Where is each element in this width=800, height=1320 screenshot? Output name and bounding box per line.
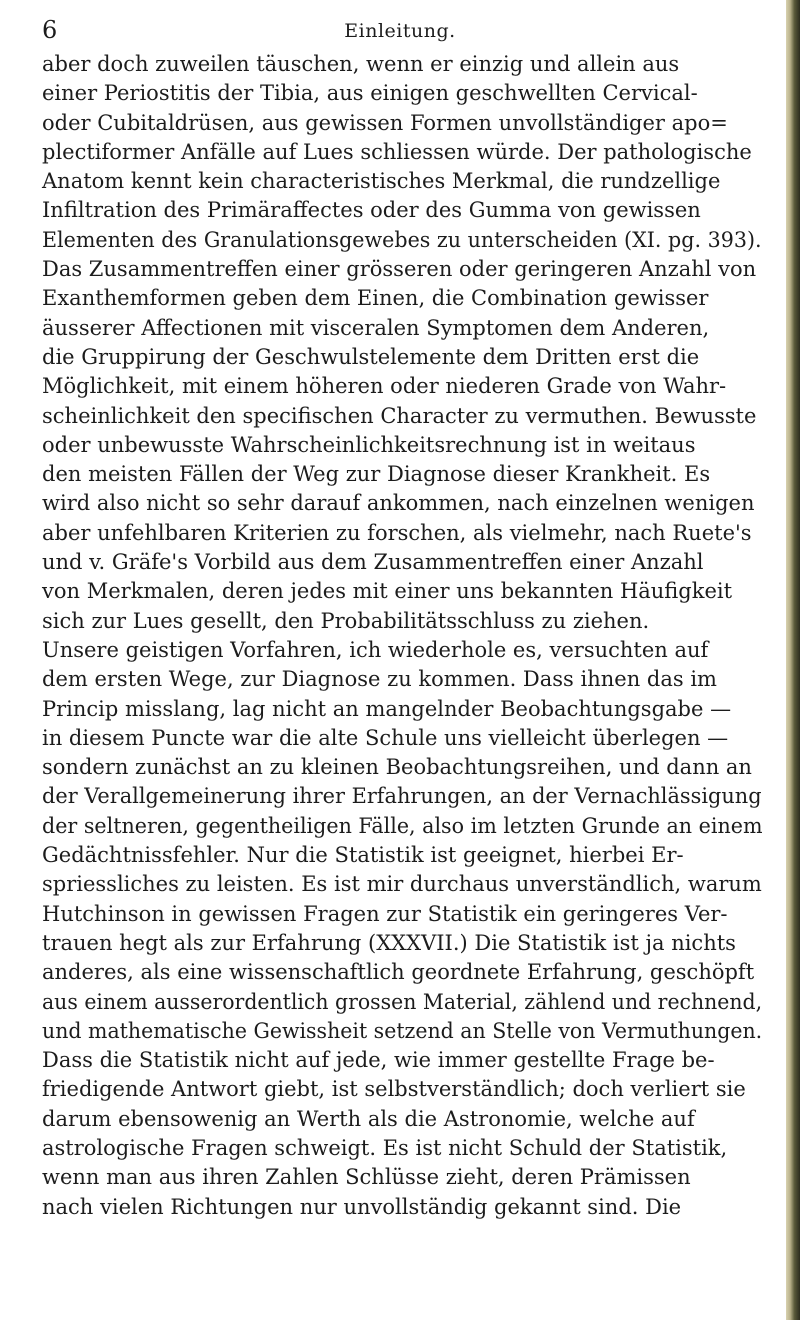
text-line: Hutchinson in gewissen Fragen zur Statistik ein geringeres Ver- [42, 901, 728, 926]
text-line: anderes, als eine wissenschaftlich geordnete Erfahrung, geschöpft [42, 960, 755, 985]
text-line: Unsere geistigen Vorfahren, ich wiederhole es, versuchten auf [42, 637, 709, 662]
text-line: Dass die Statistik nicht auf jede, wie immer gestellte Frage be- [42, 1048, 715, 1073]
text-line: Infiltration des Primäraffectes oder des Gumma von gewissen [42, 198, 701, 223]
page-edge [786, 0, 800, 1320]
text-line: astrologische Fragen schweigt. Es ist nicht Schuld der Statistik, [42, 1135, 728, 1160]
text-line: Gedächtnissfehler. Nur die Statistik ist geeignet, hierbei Er- [42, 843, 684, 868]
text-line: nach vielen Richtungen nur unvollständig gekannt sind. Die [42, 1194, 682, 1219]
text-line: trauen hegt als zur Erfahrung (XXXVII.) Die Statistik ist ja nichts [42, 930, 736, 955]
text-line: und mathematische Gewissheit setzend an Stelle von Vermuthungen. [42, 1018, 763, 1043]
text-line: Elementen des Granulationsgewebes zu unterscheiden (XI. pg. 393). [42, 227, 762, 252]
text-line: der seltneren, gegentheiligen Fälle, also im letzten Grunde an einem [42, 813, 763, 838]
text-line: der Verallgemeinerung ihrer Erfahrungen, an der Vernachlässigung [42, 784, 762, 809]
text-line: Exanthemformen geben dem Einen, die Combination gewisser [42, 286, 709, 311]
text-line: äusserer Affectionen mit visceralen Symptomen dem Anderen, [42, 315, 710, 340]
text-line: einer Periostitis der Tibia, aus einigen geschwellten Cervical- [42, 81, 698, 106]
text-line: friedigende Antwort giebt, ist selbstverständlich; doch verliert sie [42, 1077, 746, 1102]
text-line: darum ebensowenig an Werth als die Astronomie, welche auf [42, 1106, 695, 1131]
text-line: Das Zusammentreffen einer grösseren oder geringeren Anzahl von [42, 257, 757, 282]
text-line: Princip misslang, lag nicht an mangelnder Beobachtungsgabe — [42, 696, 732, 721]
text-line: aber unfehlbaren Kriterien zu forschen, als vielmehr, nach Ruete's [42, 520, 752, 545]
text-line: wenn man aus ihren Zahlen Schlüsse zieht, deren Prämissen [42, 1165, 691, 1190]
text-line: aus einem ausserordentlich grossen Material, zählend und rechnend, [42, 989, 763, 1014]
text-line: Möglichkeit, mit einem höheren oder niederen Grade von Wahr- [42, 374, 727, 399]
text-line: aber doch zuweilen täuschen, wenn er einzig und allein aus [42, 52, 680, 76]
text-line: sich zur Lues gesellt, den Probabilitätsschluss zu ziehen. [42, 608, 650, 633]
text-line: spriessliches zu leisten. Es ist mir durchaus unverständlich, warum [42, 872, 762, 897]
text-line: oder Cubitaldrüsen, aus gewissen Formen unvollständiger apo= [42, 110, 728, 135]
text-line: in diesem Puncte war die alte Schule uns vielleicht überlegen — [42, 725, 729, 750]
running-title: Einleitung. [344, 20, 456, 42]
text-line: Anatom kennt kein characteristisches Merkmal, die rundzellige [42, 169, 721, 194]
text-line: oder unbewusste Wahrscheinlichkeitsrechnung ist in weitaus [42, 432, 696, 457]
text-line: den meisten Fällen der Weg zur Diagnose dieser Krankheit. Es [42, 462, 711, 487]
text-line: scheinlichkeit den specifischen Character zu vermuthen. Bewusste [42, 403, 757, 428]
body-text [42, 50, 762, 1222]
text-line: und v. Gräfe's Vorbild aus dem Zusammentreffen einer Anzahl [42, 550, 704, 575]
text-line: die Gruppirung der Geschwulstelemente dem Dritten erst die [42, 344, 700, 369]
text-line: sondern zunächst an zu kleinen Beobachtungsreihen, und dann an [42, 755, 752, 780]
text-line: wird also nicht so sehr darauf ankommen, nach einzelnen wenigen [42, 491, 755, 516]
page-number: 6 [42, 16, 58, 44]
text-line: von Merkmalen, deren jedes mit einer uns bekannten Häufigkeit [42, 579, 733, 604]
text-line: plectiformer Anfälle auf Lues schliessen würde. Der pathologische [42, 139, 752, 164]
text-line: dem ersten Wege, zur Diagnose zu kommen. Dass ihnen das im [42, 667, 717, 692]
